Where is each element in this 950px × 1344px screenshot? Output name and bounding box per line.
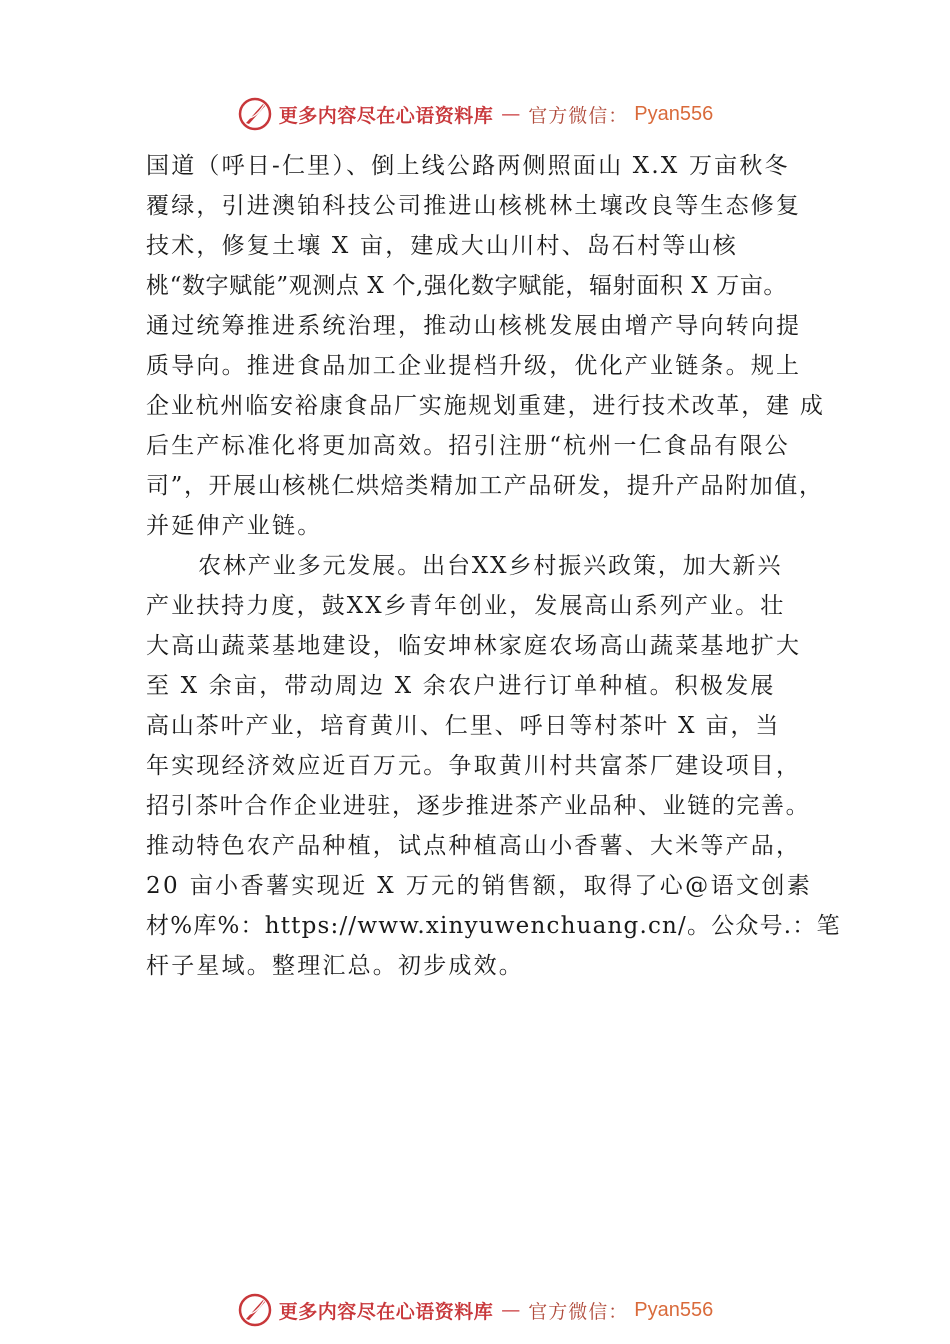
text-line: 桃“数字赋能”观测点 X 个,强化数字赋能，辐射面积 X 万亩。 xyxy=(146,273,788,299)
text-line: 产业扶持力度，鼓XX乡青年创业，发展高山系列产业。壮 xyxy=(146,593,786,619)
text-line: 国道（呼日-仁里）、倒上线公路两侧照面山 X.X 万亩秋冬 xyxy=(146,153,790,179)
document-body xyxy=(146,146,841,986)
watermark-dash: — xyxy=(501,1299,521,1321)
watermark-site-text: 更多内容尽在心语资料库 xyxy=(278,1300,494,1323)
watermark-site-text: 更多内容尽在心语资料库 xyxy=(278,104,494,127)
quill-logo-icon xyxy=(237,96,273,132)
text-line: 并延伸产业链。 xyxy=(146,513,323,539)
text-line: 司”，开展山核桃仁烘焙类精加工产品研发，提升产品附加值， xyxy=(146,473,824,499)
watermark-wechat-id: Pyan556 xyxy=(634,1298,714,1321)
text-line: 杆子星域。整理汇总。初步成效。 xyxy=(146,953,524,979)
text-line: 后生产标准化将更加高效。招引注册“杭州一仁食品有限公 xyxy=(146,433,790,459)
text-line: 农林产业多元发展。出台XX乡村振兴政策，加大新兴 xyxy=(198,553,783,579)
text-line: 至 X 余亩，带动周边 X 余农户进行订单种植。积极发展 xyxy=(146,673,776,699)
quill-logo-icon xyxy=(237,1292,273,1328)
text-line: 大高山蔬菜基地建设，临安坤林家庭农场高山蔬菜基地扩大 xyxy=(146,633,802,659)
text-line: 推动特色农产品种植，试点种植高山小香薯、大米等产品， xyxy=(146,833,802,859)
text-line: 质导向。推进食品加工企业提档升级，优化产业链条。规上 xyxy=(146,353,802,379)
paragraph-1 xyxy=(146,146,826,546)
watermark-wechat-label: 官方微信： xyxy=(528,104,629,127)
watermark-wechat-id: Pyan556 xyxy=(634,102,714,125)
text-line: 招引茶叶合作企业进驻，逐步推进茶产业品种、业链的完善。 xyxy=(146,793,811,819)
header-watermark xyxy=(0,94,950,134)
text-line: 材%库%：https://www.xinyuwenchuang.cn/。公众号.：笔 xyxy=(146,913,841,939)
text-line: 年实现经济效应近百万元。争取黄川村共富茶厂建设项目， xyxy=(146,753,802,779)
text-line: 覆绿，引进澳铂科技公司推进山核桃林土壤改良等生态修复 xyxy=(146,193,802,219)
text-line: 技术，修复土壤 X 亩，建成大山川村、岛石村等山核 xyxy=(146,233,738,259)
paragraph-2 xyxy=(146,546,841,986)
text-line: 企业杭州临安裕康食品厂实施规划重建，进行技术改革，建 成 xyxy=(146,393,825,419)
text-line: 20 亩小香薯实现近 X 万元的销售额，取得了心@语文创素 xyxy=(146,873,813,899)
text-line: 通过统筹推进系统治理，推动山核桃发展由增产导向转向提 xyxy=(146,313,802,339)
footer-watermark xyxy=(0,1290,950,1330)
watermark-dash: — xyxy=(501,103,521,125)
text-line: 高山茶叶产业，培育黄川、仁里、呼日等村茶叶 X 亩，当 xyxy=(146,713,781,739)
watermark-wechat-label: 官方微信： xyxy=(528,1300,629,1323)
